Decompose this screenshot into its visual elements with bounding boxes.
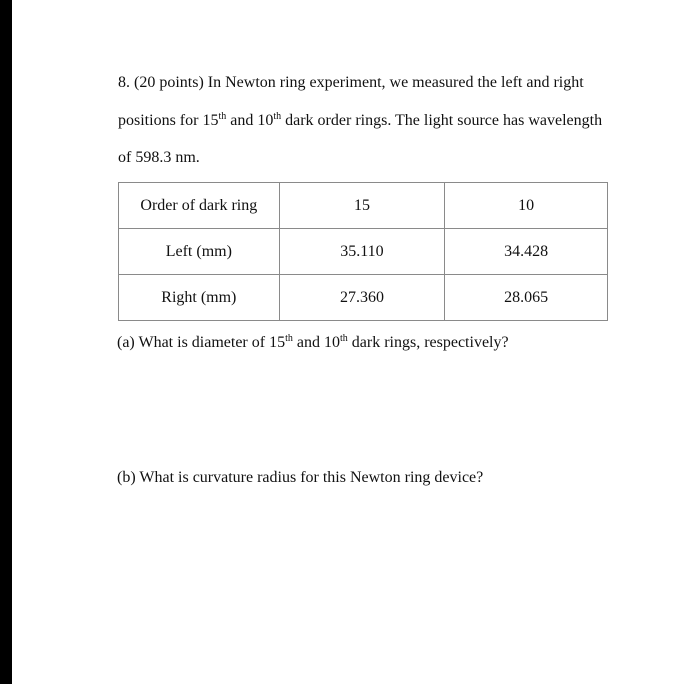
question-line-1 — [118, 73, 618, 93]
ordinal-suffix: th — [339, 333, 348, 344]
table-cell: 28.065 — [445, 275, 608, 321]
table-cell: 35.110 — [279, 229, 445, 275]
left-edge-bar — [0, 0, 12, 684]
table-cell: Left (mm) — [119, 229, 280, 275]
question-text-1: In Newton ring experiment, we measured the left and right — [207, 74, 584, 91]
question-line-3: of 598.3 nm. — [118, 149, 200, 166]
question-page — [118, 0, 618, 684]
question-number: 8. — [118, 74, 130, 91]
question-text-2b: and 10 — [226, 112, 274, 129]
newton-ring-data-table — [118, 182, 608, 321]
question-text-2a: positions for 15 — [118, 112, 219, 129]
part-b-question: (b) What is curvature radius for this Newton ring device? — [117, 469, 484, 486]
ordinal-suffix: th — [273, 111, 282, 122]
question-points: (20 points) — [134, 74, 204, 91]
table-header-cell: 10 — [445, 183, 608, 229]
question-line-2 — [118, 111, 618, 131]
table-row — [119, 229, 608, 275]
table-header-cell: Order of dark ring — [119, 183, 280, 229]
question-text-2c: dark order rings. The light source has wavelength — [281, 112, 603, 129]
part-a-text-1: (a) What is diameter of 15 — [117, 334, 286, 351]
ordinal-suffix: th — [218, 111, 227, 122]
table-cell: 34.428 — [445, 229, 608, 275]
table-cell: 27.360 — [279, 275, 445, 321]
table-header-row — [119, 183, 608, 229]
part-a-text-3: dark rings, respectively? — [347, 334, 509, 351]
table-cell: Right (mm) — [119, 275, 280, 321]
table-header-cell: 15 — [279, 183, 445, 229]
table-row — [119, 275, 608, 321]
ordinal-suffix: th — [285, 333, 293, 344]
part-a-text-2: and 10 — [292, 334, 340, 351]
part-a-question — [117, 333, 617, 353]
